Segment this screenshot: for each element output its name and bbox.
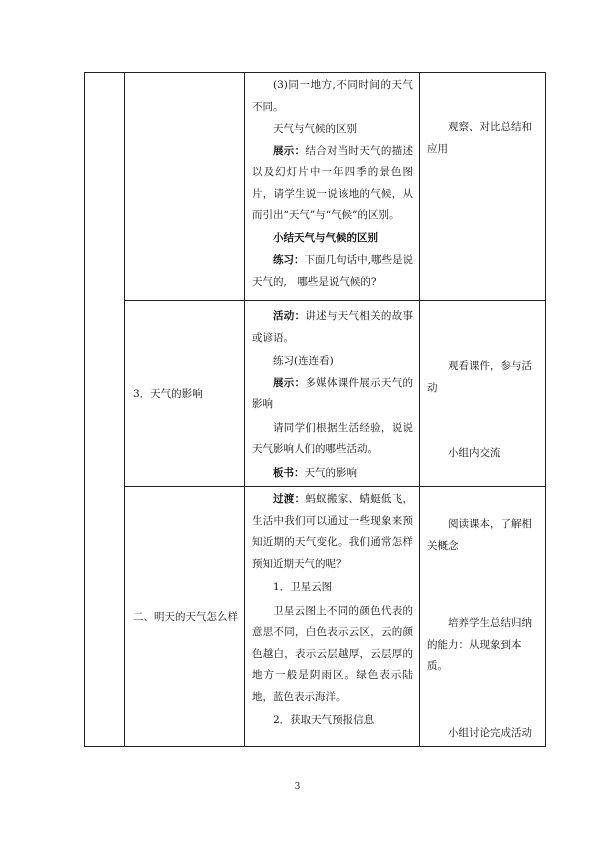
- lesson-plan-table: [84, 72, 546, 747]
- content-cell: [245, 73, 420, 301]
- paragraph: 活动：讲述与天气相关的故事或谚语。: [252, 310, 413, 344]
- paragraph: 观看课件，参与活动: [427, 360, 532, 394]
- paragraph: 板书：天气的影响: [273, 466, 357, 479]
- table-row: [85, 301, 546, 487]
- topic-cell: 二、明天的天气怎么样: [125, 487, 245, 747]
- table-row: [85, 73, 546, 301]
- method-cell: [420, 301, 546, 487]
- page-number: 3: [294, 782, 301, 792]
- table-row: [85, 487, 546, 747]
- paragraph: [245, 228, 419, 250]
- paragraph: 练习(连连看): [273, 355, 334, 367]
- summary-heading: 小结天气与气候的区别: [273, 231, 378, 244]
- label: 展示：: [273, 144, 306, 157]
- method-cell: [420, 73, 546, 301]
- paragraph: 展示：多媒体课件展示天气的影响: [252, 376, 413, 410]
- paragraph: 小组讨论完成活动: [448, 726, 532, 739]
- paragraph: 2．获取天气预报信息: [273, 714, 375, 726]
- paragraph: 培养学生总结归纳的能力：从现象到本质。: [427, 617, 532, 672]
- paragraph: 请同学们根据生活经验，说说天气影响人们的哪些活动。: [252, 421, 413, 455]
- paragraph: 过渡：蚂蚁搬家、蜻蜓低飞，生活中我们可以通过一些现象来预知近期的天气变化。我们通常怎样预知近期天气的呢？: [252, 493, 413, 570]
- paragraph: 展示：结合对当时天气的描述以及幻灯片中一年四季的景色图片，请学生说一说该地的气候，从而引出“天气”与“气候”的区别。: [252, 144, 413, 221]
- paragraph: 练习：下面几句话中,哪些是说天气的, 哪些是说气候的?: [252, 254, 414, 288]
- paragraph: 卫星云图上不同的颜色代表的意思不同，白色表示云区，云的颜色越白，表示云层越厚，云层厚的地方一般是阴雨区。绿色表示陆地，蓝色表示海洋。: [252, 604, 413, 703]
- section-cell: [85, 73, 125, 747]
- paragraph: 阅读课本，了解相关概念: [427, 518, 532, 552]
- paragraph: 观察、对比总结和应用: [427, 121, 532, 155]
- label: 练习：: [273, 254, 305, 266]
- content-cell: [245, 487, 420, 747]
- paragraph: 小组内交流: [448, 447, 501, 459]
- paragraph: 天气与气候的区别: [273, 123, 357, 135]
- topic-cell: 3．天气的影响: [125, 301, 245, 487]
- paragraph: 1．卫星云图: [273, 581, 333, 593]
- method-cell: [420, 487, 546, 747]
- paragraph: (3)同一地方,不同时间的天气不同。: [252, 79, 413, 113]
- topic-cell: [125, 73, 245, 301]
- content-cell: [245, 301, 420, 487]
